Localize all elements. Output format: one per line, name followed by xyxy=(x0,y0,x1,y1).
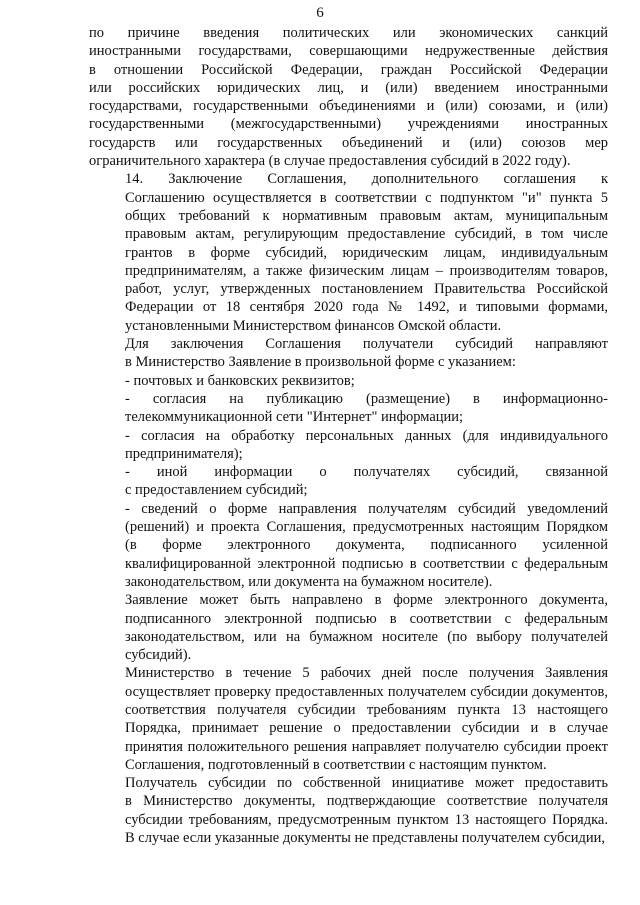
text-line: - сведений о форме направления получателям субсидий уведомлений xyxy=(125,500,608,517)
paragraph xyxy=(89,335,608,372)
text-line: (в форме электронного документа, подписанного усиленной xyxy=(125,537,608,554)
text-line: Заявление может быть направлено в форме электронного документа, xyxy=(125,592,608,609)
text-line: в отношении Российской Федерации, граждан Российской Федерации xyxy=(89,61,608,78)
paragraph xyxy=(89,591,608,664)
text-line: Соглашения, подготовленный в соответствии с настоящим пунктом. xyxy=(125,756,547,773)
text-line: в Министерство Заявление в произвольной форме с указанием: xyxy=(125,354,516,371)
text-line: Федерации от 18 сентября 2020 года № 1492, и типовыми формами, xyxy=(125,299,608,316)
text-line: государств или государственных объединений и (или) союзов мер xyxy=(89,134,608,151)
paragraph xyxy=(89,774,608,847)
text-line: предпринимателям, а также физическим лицам – производителям товаров, xyxy=(125,262,608,279)
text-line: телекоммуникационной сети "Интернет" информации; xyxy=(125,409,464,426)
text-line: правовым актам, регулирующим предоставление субсидий, в том числе xyxy=(125,226,608,243)
text-line: подписанного электронной подписью в соответствии с федеральным xyxy=(125,610,608,627)
text-line: Для заключения Соглашения получатели субсидий направляют xyxy=(125,336,608,353)
paragraph xyxy=(89,372,608,390)
text-line: (решений) и проекта Соглашения, предусмотренных настоящим Порядком xyxy=(125,519,608,536)
text-line: государствами, государственными объединениями и (или) союзами, и (или) xyxy=(89,98,608,115)
text-line: иностранными государствами, совершающими недружественные действия xyxy=(89,43,608,60)
text-line: 14. Заключение Соглашения, дополнительного соглашения к xyxy=(125,171,608,188)
text-line: принятия положительного решения направляет получателю субсидии проект xyxy=(125,738,608,755)
text-line: - иной информации о получателях субсидий, связанной xyxy=(125,464,608,481)
text-line: В случае если указанные документы не представлены получателем субсидии, xyxy=(125,830,606,847)
text-line: предпринимателя); xyxy=(125,445,243,462)
text-line: Порядка, принимает решение о предоставлении субсидии и в случае xyxy=(125,720,608,737)
paragraph xyxy=(89,664,608,774)
paragraph xyxy=(89,390,608,427)
text-line: общих требований к нормативным правовым актам, муниципальным xyxy=(125,207,608,224)
text-line: работ, услуг, утвержденных постановлением Правительства Российской xyxy=(125,281,608,298)
text-line: ограничительного характера (в случае предоставления субсидий в 2022 году). xyxy=(89,153,571,170)
text-line: или российских юридических лиц, и (или) введением иностранными xyxy=(89,79,608,96)
text-line: - согласия на публикацию (размещение) в информационно- xyxy=(125,390,608,407)
paragraph xyxy=(89,170,608,335)
text-line: Министерство в течение 5 рабочих дней после получения Заявления xyxy=(125,665,608,682)
text-line: по причине введения политических или экономических санкций xyxy=(89,25,608,41)
text-line: осуществляет проверку предоставленных получателем субсидии документов, xyxy=(125,683,608,700)
document-body xyxy=(89,24,608,847)
text-line: грантов в форме субсидий, юридическим лицам, индивидуальным xyxy=(125,244,608,261)
text-line: государственными (межгосударственными) учреждениями иностранных xyxy=(89,116,608,133)
text-line: установленными Министерством финансов Омской области. xyxy=(125,317,502,334)
text-line: законодательством, или документа на бумажном носителе). xyxy=(125,573,493,590)
text-line: с предоставлением субсидий; xyxy=(125,482,308,499)
paragraph xyxy=(89,500,608,591)
page-number: 6 xyxy=(316,5,324,21)
text-line: в Министерство документы, подтверждающие соответствие получателя xyxy=(125,793,608,810)
text-line: субсидий). xyxy=(125,647,192,664)
text-line: соответствия получателя субсидии требованиям пункта 13 настоящего xyxy=(125,701,608,718)
text-line: Соглашению осуществляется в соответствии с подпунктом "и" пункта 5 xyxy=(125,189,608,206)
paragraph xyxy=(89,24,608,170)
text-line: субсидии требованиям, предусмотренным пунктом 13 настоящего Порядка. xyxy=(125,811,608,828)
text-line: - почтовых и банковских реквизитов; xyxy=(125,372,355,389)
paragraph xyxy=(89,427,608,464)
text-line: Получатель субсидии по собственной инициативе может предоставить xyxy=(125,775,608,792)
text-line: законодательством, или на бумажном носителе (по выбору получателей xyxy=(125,628,608,645)
text-line: - согласия на обработку персональных данных (для индивидуального xyxy=(125,427,608,444)
paragraph xyxy=(89,463,608,500)
text-line: квалифицированной электронной подписью в соответствии с федеральным xyxy=(125,555,608,572)
